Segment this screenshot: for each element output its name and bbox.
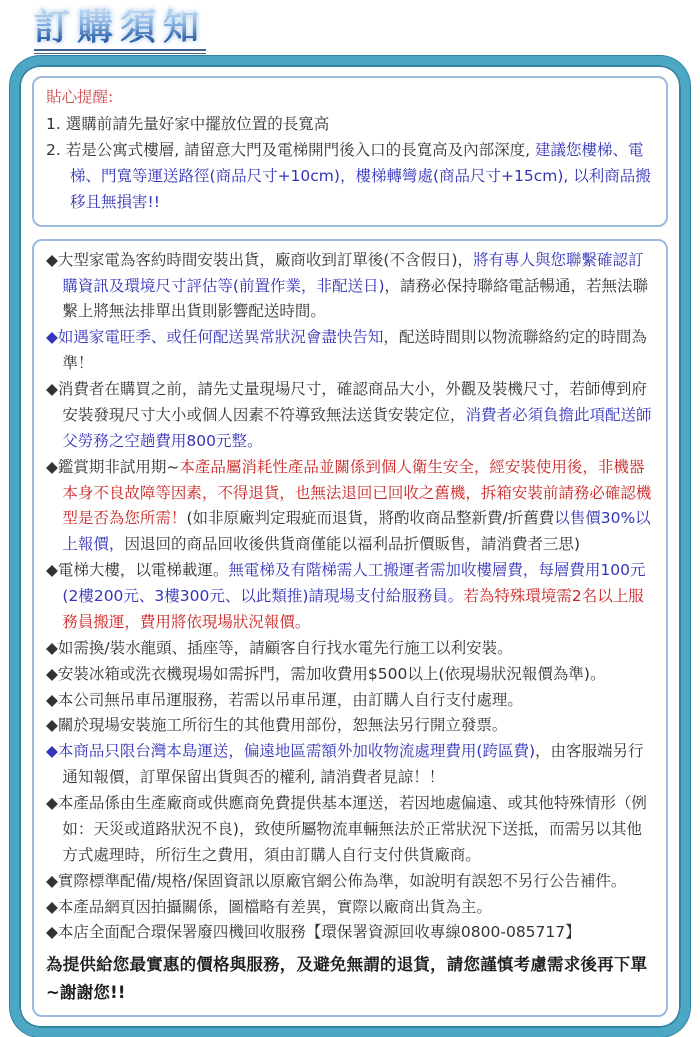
text-segment: ◆消費者在購買之前，請先丈量現場尺寸，確認商品大小，外觀及裝機尺寸，若師傅到府安裝發現尺寸大小或個人因素不符導致無法送貨安裝定位， xyxy=(46,380,647,424)
footer-note: 為提供給您最實惠的價格與服務，及避免無謂的退貨，請您謹慎考慮需求後再下單~謝謝您!! xyxy=(46,955,648,1002)
notice-bullet xyxy=(46,248,654,326)
reminder-items xyxy=(46,112,654,216)
notice-bullet xyxy=(46,920,654,946)
notice-bullet xyxy=(46,636,654,662)
notice-panel xyxy=(10,56,690,1037)
text-segment: 消費者必須負擔此項配送師父勞務之空趟費用800元整。 xyxy=(62,405,652,450)
text-segment: (如非原廠判定瑕疵而退貨，將酌收商品整新費/折舊費 xyxy=(186,509,555,528)
notice-bullet xyxy=(46,662,654,688)
text-segment: 將有專人與您聯繫確認訂購資訊及環境尺寸評估等(前置作業，非配送日) xyxy=(62,250,644,295)
text-segment: 若為特殊環境需2名以上服務員搬運，費用將依現場狀況報價。 xyxy=(62,587,644,631)
notice-bullet xyxy=(46,455,654,559)
notice-bullet xyxy=(46,325,654,377)
page-title xyxy=(34,8,206,54)
text-segment: ◆鑑賞期非試用期~ xyxy=(46,457,180,476)
reminder-box xyxy=(32,76,668,226)
text-segment: ◆關於現場安裝施工所衍生的其他費用部份，恕無法另行開立發票。 xyxy=(46,716,508,735)
text-segment: ◆大型家電為客約時間安裝出貨，廠商收到訂單後(不含假日)， xyxy=(46,250,474,269)
text-segment: 2. 若是公寓式樓層, 請留意大門及電梯開門後入口的長寬高及內部深度, xyxy=(46,141,535,160)
reminder-item xyxy=(46,112,654,138)
notice-bullet xyxy=(46,688,654,714)
text-segment: ◆本店全面配合環保署廢四機回收服務【環保署資源回收專線0800-085717】 xyxy=(46,923,581,942)
reminder-heading: 貼心提醒: xyxy=(46,88,114,107)
notice-bullet xyxy=(46,739,654,791)
notice-box xyxy=(32,239,668,1018)
text-segment: ◆實際標準配備/規格/保固資訊以原廠官網公佈為準，如說明有誤恕不另行公告補件。 xyxy=(46,871,627,890)
notice-bullet xyxy=(46,558,654,636)
notice-bullet xyxy=(46,895,654,921)
reminder-item xyxy=(46,138,654,216)
text-segment: 建議您樓梯、電梯、門寬等運送路徑(商品尺寸+10cm)，樓梯轉彎處(商品尺寸+15cm), 以利商品搬移且無損害!! xyxy=(70,141,651,211)
text-segment: ，配送時間則以物流聯絡約定的時間為準！ xyxy=(62,328,647,373)
text-segment: ◆本商品只限台灣本島運送，偏遠地區需額外加收物流處理費用(跨區費) xyxy=(46,742,536,761)
notice-bullet xyxy=(46,377,654,455)
text-segment: 無電梯及有階梯需人工搬運者需加收樓層費，每層費用100元(2樓200元、3樓300元、以此類推)請現場支付給服務員。 xyxy=(62,561,646,606)
text-segment: 本產品屬消耗性產品並關係到個人衛生安全，經安裝使用後，非機器本身不良故障等因素，不得退貨，也無法退回已回收之舊機，拆箱安裝前請務必確認機型是否為您所需！ xyxy=(62,457,652,528)
page-title-text: 訂購須知 xyxy=(34,7,207,48)
notice-bullet xyxy=(46,791,654,869)
notice-bullet xyxy=(46,713,654,739)
text-segment: ◆電梯大樓，以電梯載運。 xyxy=(46,561,229,580)
text-segment: ◆如遇家電旺季、或任何配送異常狀況會盡快告知 xyxy=(46,328,384,347)
text-segment: 以售價30%以上報價， xyxy=(62,509,651,554)
notice-bullets xyxy=(46,248,654,947)
text-segment: 因退回的商品回收後供貨商僅能以福利品折價販售，請消費者三思) xyxy=(124,535,580,554)
title-underline xyxy=(34,49,206,54)
text-segment: ◆安裝冰箱或洗衣機現場如需拆門，需加收費用$500以上(依現場狀況報價為準)。 xyxy=(46,664,606,683)
text-segment: ◆如需換/裝水龍頭、插座等，請顧客自行找水電先行施工以利安裝。 xyxy=(46,638,513,657)
notice-bullet xyxy=(46,869,654,895)
text-segment: ，由客服端另行通知報價，訂單保留出貨與否的權利, 請消費者見諒！！ xyxy=(62,742,644,787)
text-segment: ◆本產品網頁因拍攝關係，圖檔略有差異，實際以廠商出貨為主。 xyxy=(46,897,492,916)
text-segment: ◆本產品係由生產廠商或供應商免費提供基本運送，若因地處偏遠、或其他特殊情形（例如：天災或道路狀況不良)，致使所屬物流車輛無法於正常狀況下送抵，而需另以其他方式處理時，所衍生之費用，須由訂購人自行支付供貨廠商。 xyxy=(46,794,647,864)
text-segment: ，請務必保持聯絡電話暢通，若無法聯繫上將無法排單出貨則影響配送時間。 xyxy=(62,276,649,321)
text-segment: 1. 選購前請先量好家中擺放位置的長寬高 xyxy=(46,115,330,134)
text-segment: ◆本公司無吊車吊運服務，若需以吊車吊運，由訂購人自行支付處理。 xyxy=(46,690,523,709)
